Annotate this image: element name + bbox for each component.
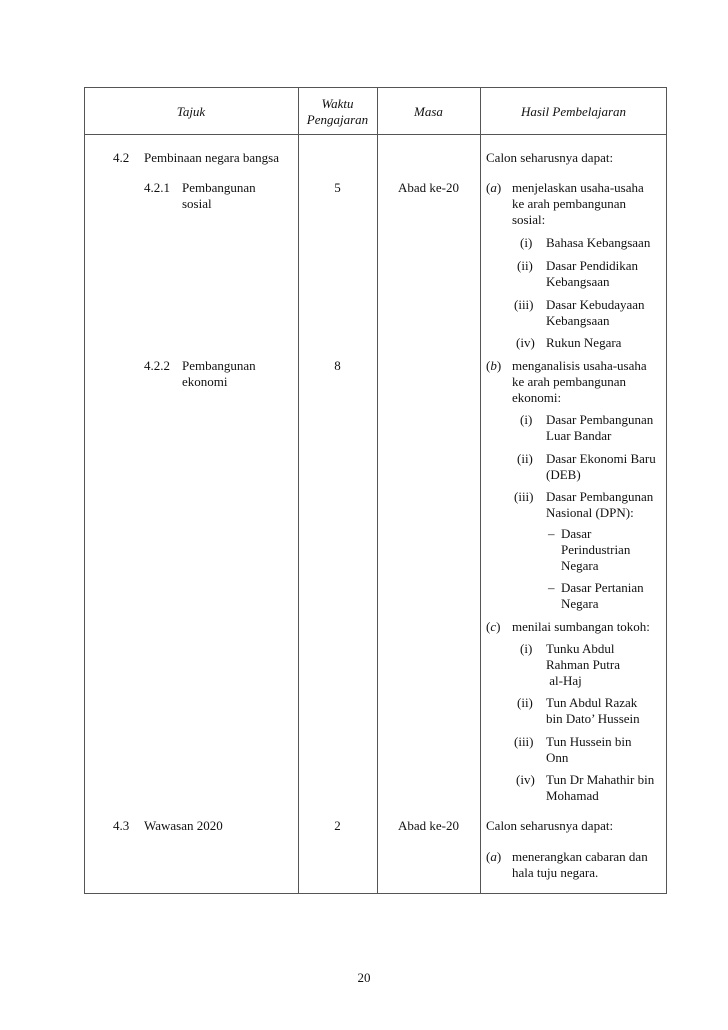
column-divider-masa: [480, 87, 481, 894]
item-text: Kebangsaan: [546, 274, 610, 289]
header-hasil: Hasil Pembelajaran: [520, 104, 627, 119]
sub-item-text: Negara: [561, 596, 599, 611]
outcome-a-text: hala tuju negara.: [512, 865, 599, 880]
item-text: Bahasa Kebangsaan: [546, 235, 651, 250]
outcome-c-text: menilai sumbangan tokoh:: [512, 619, 650, 634]
item-text: (DEB): [546, 467, 581, 482]
outcome-b-text: ke arah pembangunan: [512, 374, 627, 389]
row-4-2-title: Pembinaan negara bangsa: [144, 150, 280, 165]
item-number: (iv): [516, 335, 535, 350]
item-text: Dasar Pembangunan: [546, 412, 654, 427]
outcome-a-text: menjelaskan usaha-usaha: [512, 180, 644, 195]
page-number: 20: [357, 970, 371, 985]
item-text: Dasar Kebudayaan: [546, 297, 645, 312]
item-number: (iv): [516, 772, 535, 787]
header-divider: [84, 134, 667, 135]
row-4-2-intro: Calon seharusnya dapat:: [486, 150, 614, 165]
row-4-2-1-title: Pembangunan: [182, 180, 256, 195]
outcome-label-c: (c): [486, 619, 501, 634]
sub-item-text: Perindustrian: [561, 542, 631, 557]
item-number: (iii): [514, 297, 534, 312]
row-4-2-2-title: ekonomi: [182, 374, 228, 389]
item-text: Rahman Putra: [546, 657, 621, 672]
outcome-label-a: (a): [486, 180, 502, 195]
item-number: (i): [520, 235, 533, 250]
item-text: Luar Bandar: [546, 428, 612, 443]
item-text: Tunku Abdul: [546, 641, 615, 656]
sub-item-text: Dasar: [561, 526, 592, 541]
row-4-2-1-waktu: 5: [334, 180, 341, 195]
item-text: al-Haj: [546, 673, 582, 688]
row-4-2-number: 4.2: [113, 150, 130, 165]
outcome-b-text: ekonomi:: [512, 390, 562, 405]
header-tajuk: Tajuk: [176, 104, 206, 119]
outcome-b-text: menganalisis usaha-usaha: [512, 358, 647, 373]
item-text: Dasar Pembangunan: [546, 489, 654, 504]
outcome-a-text: sosial:: [512, 212, 546, 227]
sub-item-text: Dasar Pertanian: [561, 580, 644, 595]
sub-item-text: Negara: [561, 558, 599, 573]
item-text: Dasar Pendidikan: [546, 258, 639, 273]
item-text: Rukun Negara: [546, 335, 622, 350]
row-4-2-2-waktu: 8: [334, 358, 341, 373]
item-number: (iii): [514, 734, 534, 749]
item-text: Kebangsaan: [546, 313, 610, 328]
row-4-2-2-number: 4.2.2: [144, 358, 170, 373]
outcome-a-text: ke arah pembangunan: [512, 196, 627, 211]
item-number: (ii): [517, 258, 533, 273]
row-4-2-1-number: 4.2.1: [144, 180, 170, 195]
row-4-3-waktu: 2: [334, 818, 341, 833]
item-text: Tun Hussein bin: [546, 734, 632, 749]
outcome-label-a: (a): [486, 849, 502, 864]
item-number: (ii): [517, 695, 533, 710]
row-4-3-title: Wawasan 2020: [144, 818, 223, 833]
item-text: Onn: [546, 750, 569, 765]
item-number: (i): [520, 412, 533, 427]
item-number: (iii): [514, 489, 534, 504]
row-4-3-intro: Calon seharusnya dapat:: [486, 818, 614, 833]
row-4-3-number: 4.3: [113, 818, 130, 833]
row-4-3-masa: Abad ke-20: [397, 818, 459, 833]
item-text: bin Dato’ Hussein: [546, 711, 640, 726]
row-4-2-1-title: sosial: [182, 196, 212, 211]
sub-item-dash: –: [548, 526, 555, 541]
outcome-a-text: menerangkan cabaran dan: [512, 849, 648, 864]
header-waktu-line2: Pengajaran: [306, 112, 369, 127]
item-text: Dasar Ekonomi Baru: [546, 451, 656, 466]
row-4-2-1-masa: Abad ke-20: [397, 180, 459, 195]
item-text: Nasional (DPN):: [546, 505, 634, 520]
item-text: Tun Abdul Razak: [546, 695, 638, 710]
item-number: (ii): [517, 451, 533, 466]
item-number: (i): [520, 641, 533, 656]
row-4-2-2-title: Pembangunan: [182, 358, 256, 373]
outcome-label-b: (b): [486, 358, 502, 373]
sub-item-dash: –: [548, 580, 555, 595]
item-text: Tun Dr Mahathir bin: [546, 772, 655, 787]
column-divider-waktu: [377, 87, 378, 894]
header-masa: Masa: [414, 104, 443, 119]
item-text: Mohamad: [546, 788, 599, 803]
header-waktu-line1: Waktu: [321, 96, 354, 111]
column-divider-tajuk: [298, 87, 299, 894]
